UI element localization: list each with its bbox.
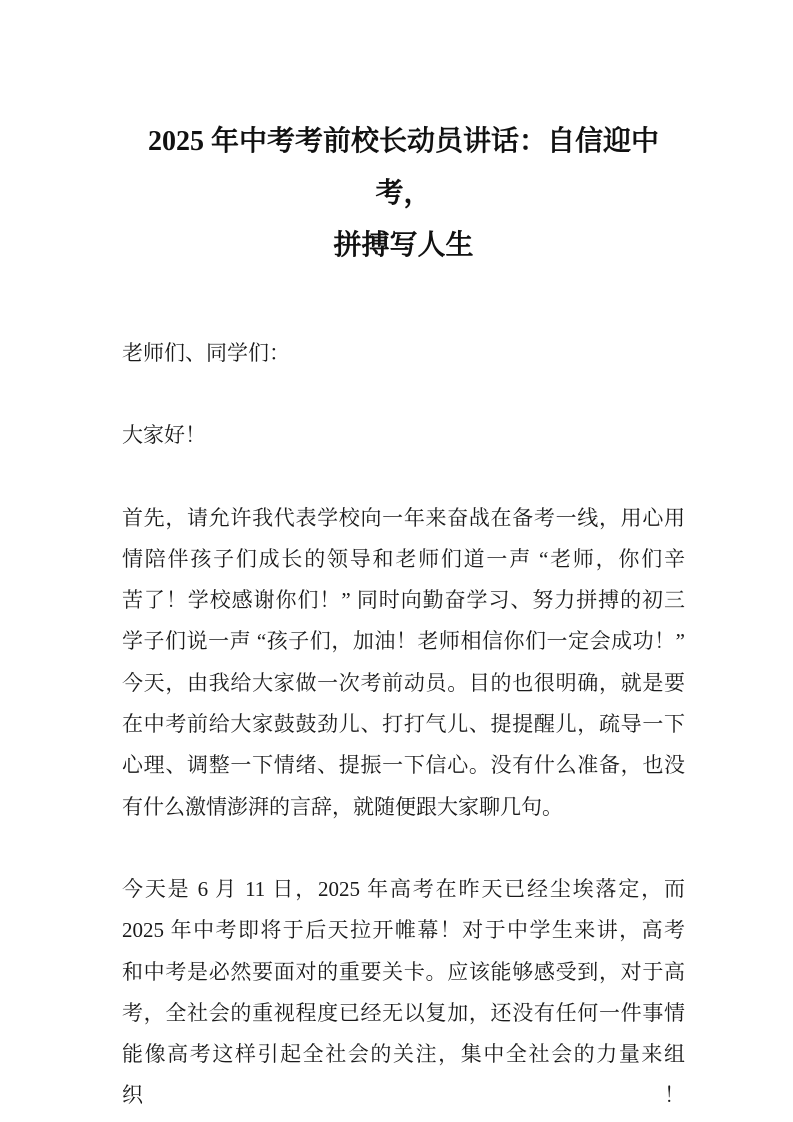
paragraph-greeting	[122, 415, 685, 456]
document-title-line-1: 2025 年中考考前校长动员讲话：自信迎中考，	[147, 126, 659, 209]
text-line: 苦了！学校感谢你们！” 同时向勤奋学习、努力拼搏的初三	[122, 588, 685, 613]
text-line: 情陪伴孩子们成长的领导和老师们道一声 “老师，你们辛	[122, 546, 685, 571]
text-line: 今天是 6 月 11 日，2025 年高考在昨天已经尘埃落定，而	[122, 876, 685, 901]
text-line: 2025 年中考即将于后天拉开帷幕！对于中学生来讲，高考	[122, 918, 685, 943]
document-title	[122, 116, 685, 272]
text-line: 老师们、同学们：	[122, 341, 290, 365]
text-line: 学子们说一声 “孩子们，加油！老师相信你们一定会成功！”	[122, 629, 685, 654]
text-line: 能像高考这样引起全社会的关注，集中全社会的力量来组织！	[122, 1042, 685, 1108]
text-line: 和中考是必然要面对的重要关卡。应该能够感受到，对于高	[122, 959, 685, 984]
paragraph-salutation	[122, 333, 685, 374]
paragraph-opening	[122, 498, 685, 828]
text-line: 今天，由我给大家做一次考前动员。目的也很明确，就是要	[122, 670, 685, 695]
document-title-line-2: 拼搏写人生	[333, 230, 474, 261]
text-line: 在中考前给大家鼓鼓劲儿、打打气儿、提提醒儿，疏导一下	[122, 712, 685, 737]
text-line: 大家好！	[122, 423, 206, 448]
text-line: 考，全社会的重视程度已经无以复加，还没有任何一件事情	[122, 1000, 685, 1025]
paragraphs	[122, 333, 685, 1117]
text-line: 首先，请允许我代表学校向一年来奋战在备考一线，用心用	[122, 505, 685, 530]
text-line: 有什么激情澎湃的言辞，就随便跟大家聊几句。	[122, 794, 563, 819]
text-line: 心理、调整一下情绪、提振一下信心。没有什么准备，也没	[122, 753, 685, 778]
paragraph-exam-context	[122, 869, 685, 1117]
